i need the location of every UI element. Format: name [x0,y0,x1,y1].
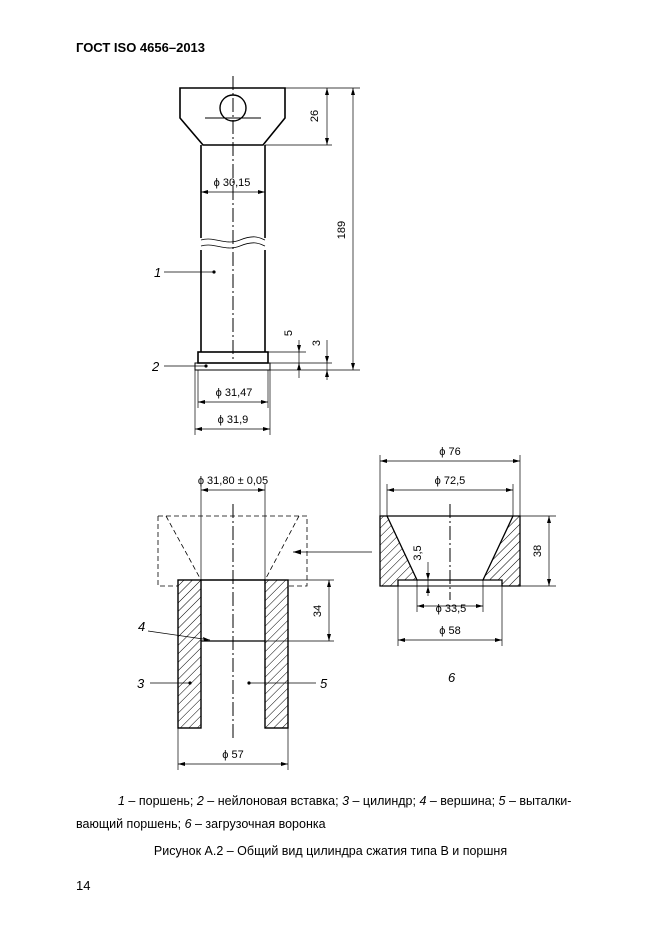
dim-insert-5: 5 [283,329,295,337]
dim-funnel-step: 3,5 [412,545,424,561]
legend-num-3: 3 [342,794,350,808]
label-ejector: 5 [320,676,328,691]
page-number: 14 [76,878,91,893]
cylinder-figure [148,484,372,770]
dim-bore-diameter: ϕ 31,80 ± 0,05 [197,475,269,487]
dim-head-height: 26 [309,109,321,123]
dim-funnel-inner-top: ϕ 72,5 [434,475,466,487]
dim-outer-diameter: ϕ 57 [222,749,244,761]
legend-line-1 [118,794,618,808]
legend-num-1: 1 [118,794,125,808]
legend-num-4: 4 [419,794,427,808]
dim-funnel-height: 38 [532,544,544,558]
legend-text-5b: вающий поршень; [76,817,185,831]
dim-shaft-diameter: ϕ 30,15 [213,177,251,189]
dim-cylinder-34: 34 [312,604,324,618]
label-funnel: 6 [448,670,456,685]
standard-header: ГОСТ ISO 4656–2013 [76,40,206,55]
legend-num-5: 5 [498,794,506,808]
legend-text-5: – выталки- [505,794,572,808]
dim-insert-3: 3 [311,339,323,347]
legend-num-6: 6 [184,817,192,831]
label-apex: 4 [138,619,146,634]
piston-figure [164,76,360,435]
legend-text-1: – поршень; [124,794,197,808]
dim-funnel-bottom-inner: ϕ 33,5 [435,603,467,615]
label-insert: 2 [152,359,160,374]
legend-text-4: – вершина; [426,794,499,808]
funnel-figure [380,455,556,646]
legend-text-3: – цилиндр; [349,794,420,808]
label-piston: 1 [154,265,162,280]
dim-total-length: 189 [336,220,348,240]
figure-caption: Рисунок А.2 – Общий вид цилиндра сжатия типа В и поршня [153,844,508,858]
label-cylinder: 3 [137,676,145,691]
dim-funnel-bottom-outer: ϕ 58 [439,625,461,637]
legend-num-2: 2 [196,794,204,808]
dim-base-diameter: ϕ 31,9 [217,414,249,426]
legend-text-2: – нейлоновая вставка; [203,794,343,808]
legend-text-6: – загрузочная воронка [191,817,326,831]
dim-insert-diameter: ϕ 31,47 [215,387,253,399]
dim-funnel-outer-top: ϕ 76 [439,446,461,458]
legend-line-2 [76,817,606,831]
